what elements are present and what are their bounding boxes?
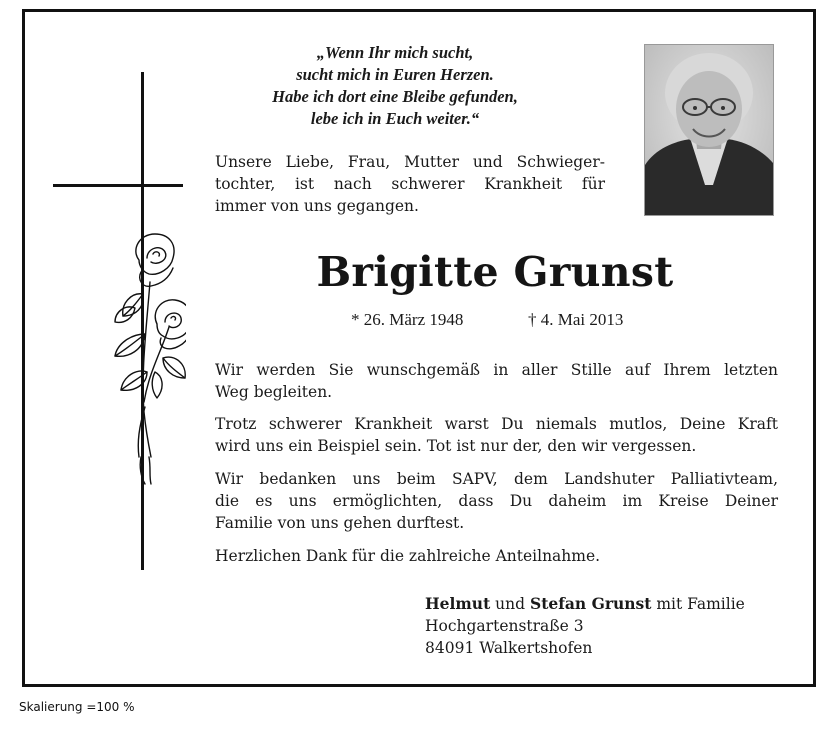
obituary-notice — [22, 9, 816, 687]
paragraph-line: Herzlichen Dank für die zahlreiche Anteilnahme. — [215, 547, 601, 565]
paragraph-line: Familie von uns gehen durftest. — [215, 514, 465, 532]
paragraph-thanks-sympathy — [215, 545, 778, 567]
scale-label: Skalierung =100 % — [19, 700, 135, 714]
paragraph-farewell — [215, 359, 778, 403]
poem-line: Habe ich dort eine Bleibe gefunden, — [272, 87, 518, 106]
signature-names — [425, 593, 745, 615]
signature-city: 84091 Walkertshofen — [425, 639, 593, 657]
paragraph-line: Trotz schwerer Krankheit warst Du niemals mutlos, Deine Kraft — [215, 415, 778, 433]
birth-date: * 26. März 1948 — [351, 310, 464, 329]
intro-line: immer von uns gegangen. — [215, 197, 419, 215]
paragraph-line: Wir werden Sie wunschgemäß in aller Stille auf Ihrem letzten — [215, 361, 778, 379]
signature-name1: Helmut — [425, 594, 491, 613]
intro-line: Unsere Liebe, Frau, Mutter und Schwieger- — [215, 153, 605, 171]
paragraph-line: Weg begleiten. — [215, 383, 333, 401]
signature-connector: und — [495, 595, 526, 613]
signature-name2: Stefan Grunst — [530, 594, 652, 613]
signature-street: Hochgartenstraße 3 — [425, 617, 584, 635]
death-date: † 4. Mai 2013 — [528, 310, 624, 329]
intro-text — [215, 151, 605, 217]
paragraph-line: die es uns ermöglichten, dass Du daheim im Kreise Deiner — [215, 492, 778, 510]
poem-line: sucht mich in Euren Herzen. — [296, 65, 494, 84]
deceased-name: Brigitte Grunst — [316, 248, 674, 296]
signature-block — [425, 593, 745, 659]
paragraph-line: wird uns ein Beispiel sein. Tot ist nur der, den wir vergessen. — [215, 437, 697, 455]
poem — [245, 42, 545, 130]
portrait-photo — [644, 44, 774, 216]
intro-line: tochter, ist nach schwerer Krankheit für — [215, 175, 605, 193]
signature-suffix: mit Familie — [656, 595, 745, 613]
cross-with-roses-icon — [51, 72, 186, 572]
paragraph-line: Wir bedanken uns beim SAPV, dem Landshuter Palliativteam, — [215, 470, 778, 488]
poem-line: lebe ich in Euch weiter.“ — [310, 109, 480, 128]
paragraph-thanks-team — [215, 468, 778, 534]
poem-line: „Wenn Ihr mich sucht, — [316, 43, 474, 62]
paragraph-strength — [215, 413, 778, 457]
